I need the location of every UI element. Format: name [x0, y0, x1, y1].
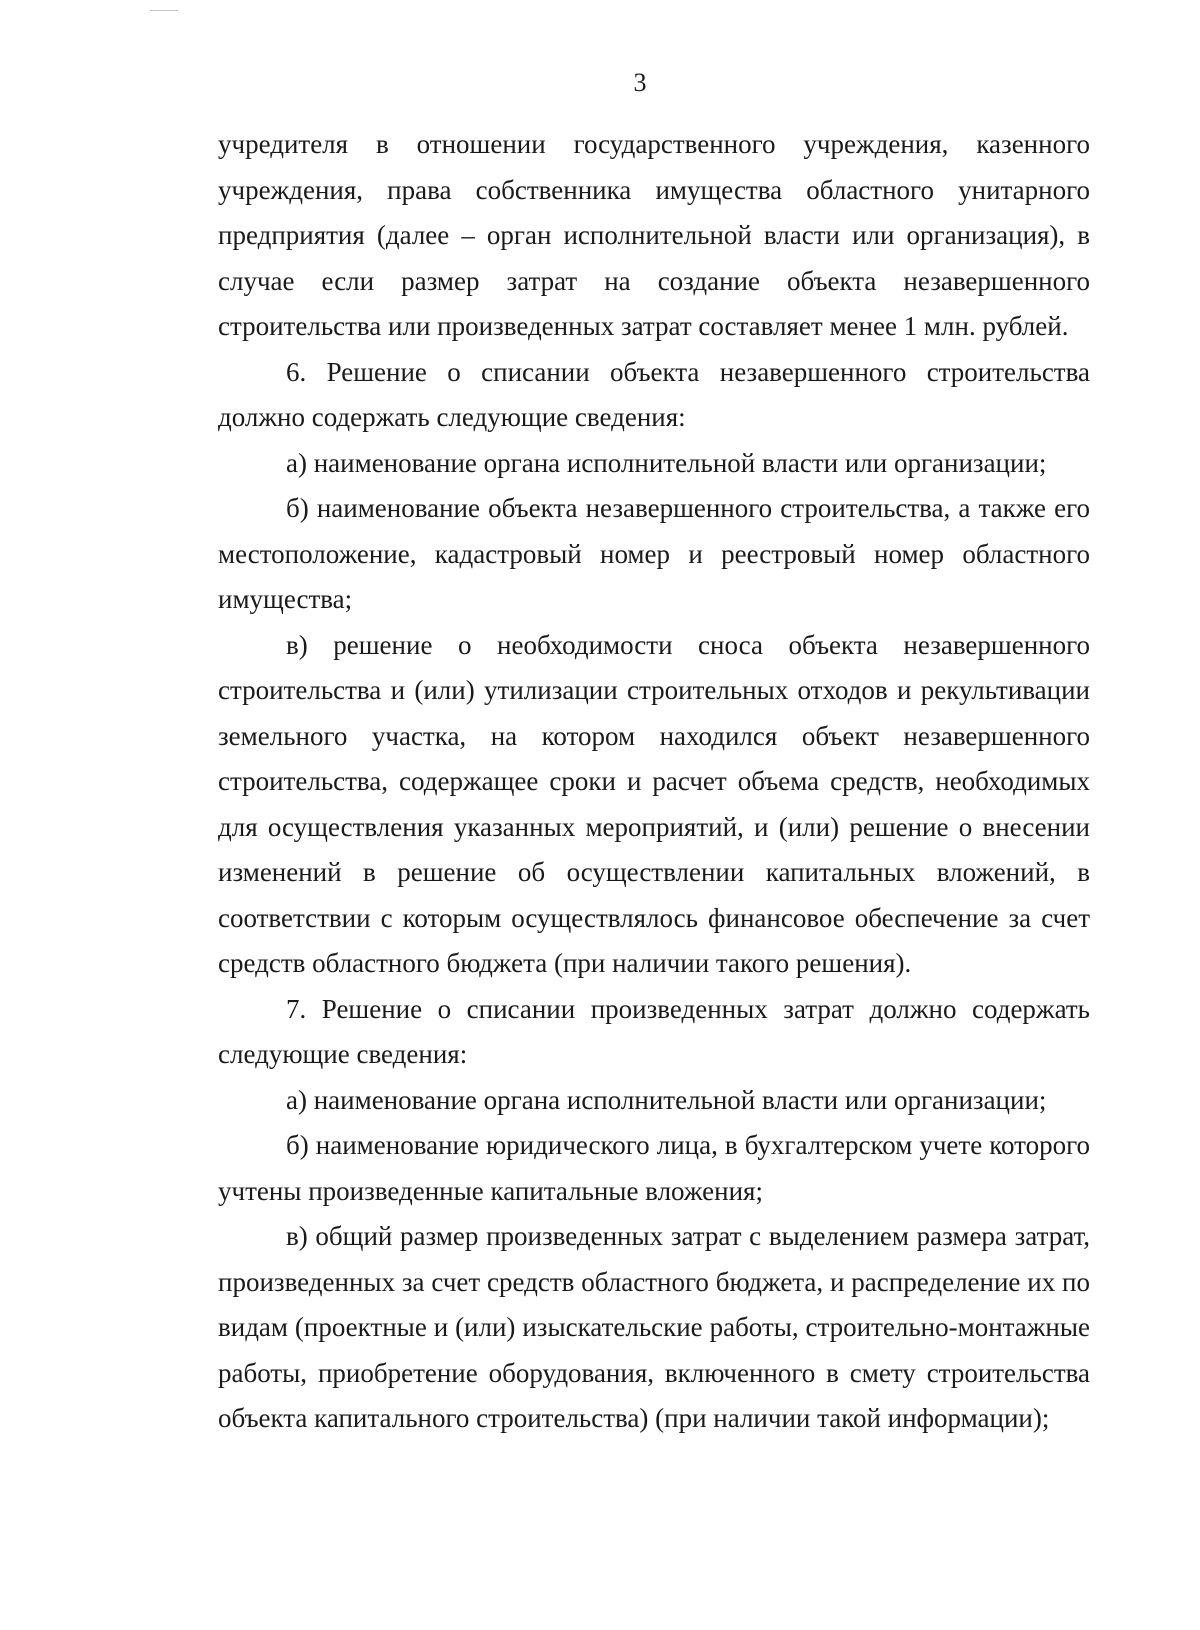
paragraph-item-6b: б) наименование объекта незавершенного строительства, а также его местоположение, кадастровый номер и реестровый номер областного имущества; — [218, 493, 1090, 614]
paragraph-item-7v: в) общий размер произведенных затрат с выделением размера затрат, произведенных за счет средств областного бюджета, и распределение их по видам (проектные и (или) изыскательские работы, строительно-монтажные работы, приобретение оборудования, включенного в смету строительства объекта капитального строительства) (при наличии такой информации); — [218, 1221, 1090, 1433]
paragraph-item-6v: в) решение о необходимости сноса объекта незавершенного строительства и (или) утилизации строительных отходов и рекультивации земельного участка, на котором находился объект незавершенного строительства, содержащее сроки и расчет объема средств, необходимых для осуществления указанных мероприятий, и (или) решение о внесении изменений в решение об осуществлении капитальных вложений, в соответствии с которым осуществлялось финансовое обеспечение за счет средств областного бюджета (при наличии такого решения). — [218, 629, 1090, 978]
page-number: 3 — [633, 68, 647, 97]
paragraph-continuation: учредителя в отношении государственного учреждения, казенного учреждения, права собственника имущества областного унитарного предприятия (далее – орган исполнительной власти или организация), в случае если размер затрат на создание объекта незавершенного строительства или произведенных затрат составляет менее 1 млн. рублей. — [218, 129, 1090, 341]
paragraph-item-6a: а) наименование органа исполнительной власти или организации; — [286, 447, 1047, 478]
paragraph-item-7a: а) наименование органа исполнительной власти или организации; — [286, 1084, 1047, 1115]
paragraph-item-6: 6. Решение о списании объекта незавершенного строительства должно содержать следующие сведения: — [218, 356, 1090, 432]
paragraph-item-7b: б) наименование юридического лица, в бухгалтерском учете которого учтены произведенные капитальные вложения; — [218, 1130, 1090, 1206]
paragraph-item-7: 7. Решение о списании произведенных затрат должно содержать следующие сведения: — [218, 993, 1090, 1069]
scan-edge-mark-top — [150, 10, 178, 11]
document-body — [218, 122, 1090, 1442]
